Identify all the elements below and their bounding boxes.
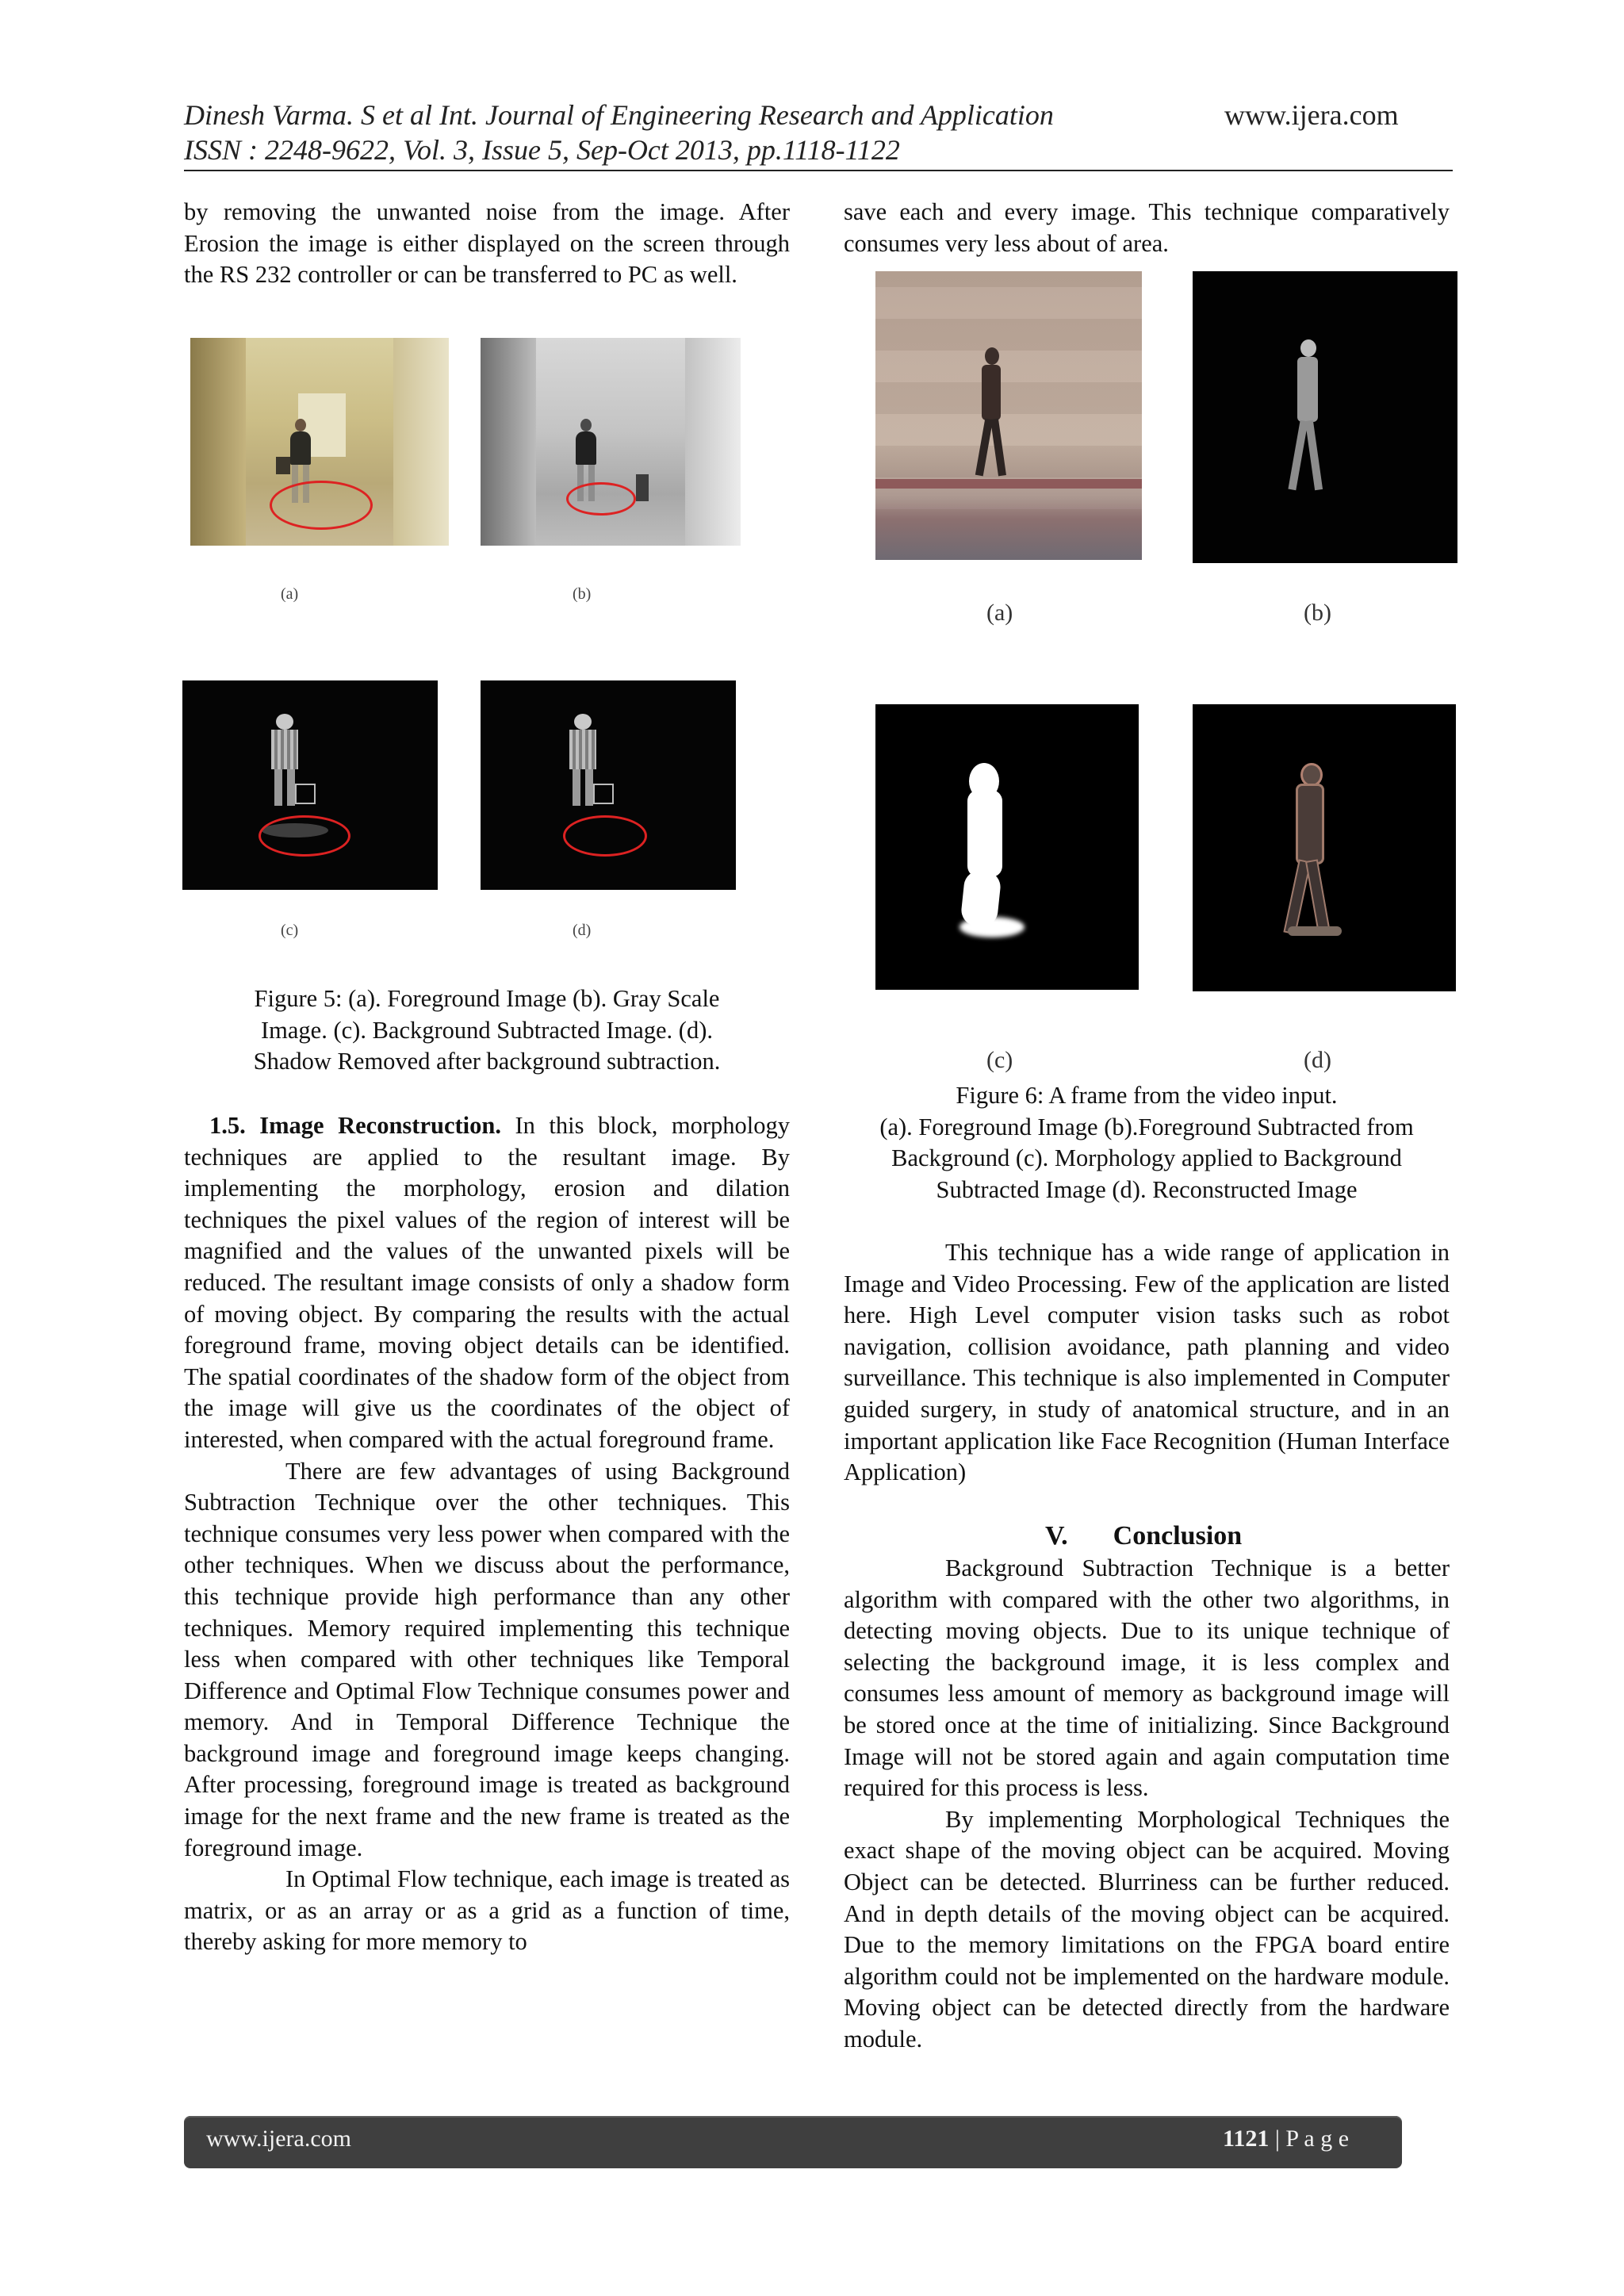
- figure-6d-reconstructed-image: [1193, 704, 1456, 991]
- figure-5d-shadow-removed-image: [481, 680, 736, 890]
- right-body-conclusion: [844, 1553, 1450, 2056]
- figure-6b-label: (b): [1304, 600, 1331, 626]
- conclusion-number: V.: [1045, 1521, 1068, 1550]
- applications-paragraph: This technique has a wide range of application in Image and Video Processing. Few of the application are listed here. High Level computer vision tasks such as robot navigation, collision avoidance, path planning and video surveillance. This technique is also implemented in Computer guided surgery, in study of anatomical structure, and in an important application like Face Recognition (Human Interface Application): [844, 1239, 1450, 1486]
- caption-line: Background (c). Morphology applied to Background: [891, 1144, 1402, 1172]
- figure-5d-label: (d): [573, 922, 592, 939]
- left-body-text: [184, 1110, 790, 1958]
- figure-6d-label: (d): [1304, 1047, 1331, 1073]
- running-header-issn: ISSN : 2248-9622, Vol. 3, Issue 5, Sep-Oct 2013, pp.1118-1122: [184, 134, 900, 166]
- running-header-journal: Dinesh Varma. S et al Int. Journal of Engineering Research and Application: [184, 99, 1054, 131]
- optimal-flow-paragraph: In Optimal Flow technique, each image is treated as matrix, or as an array or as a grid as a function of time, thereby asking for more memory to: [184, 1865, 790, 1956]
- conclusion-paragraph-2: By implementing Morphological Techniques the exact shape of the moving object can be acquired. Moving Object can be detected. Blurriness can be further reduced. And in depth details of the moving object can be acquired. Due to the memory limitations on the FPGA board entire algorithm could not be implemented on the hardware module. Moving object can be detected directly from the hardware module.: [844, 1805, 1450, 2053]
- figure-6a-foreground-image: [875, 271, 1142, 560]
- caption-line: Subtracted Image (d). Reconstructed Image: [936, 1175, 1358, 1203]
- section-title: Image Reconstruction.: [259, 1112, 501, 1139]
- running-header-url: www.ijera.com: [1224, 99, 1399, 131]
- page-number: 1121: [1223, 2125, 1270, 2152]
- figure-6a-label: (a): [986, 600, 1013, 626]
- figure-6-caption: [844, 1080, 1450, 1205]
- page-suffix: | P a g e: [1269, 2125, 1350, 2152]
- figure-5c-background-subtracted-image: [182, 680, 438, 890]
- figure-6c-morphology-image: [875, 704, 1139, 990]
- figure-5c-label: (c): [281, 922, 299, 939]
- figure-5a-foreground-image: [190, 338, 449, 546]
- advantages-paragraph: There are few advantages of using Background Subtraction Technique over the other techniques. This technique consumes very less power when compared with the other techniques. When we discuss about the performance, this technique provide high performance than any other techniques. Memory required implementing this technique less when compared with other techniques like Temporal Difference and Optimal Flow Technique consumes power and memory. And in Temporal Difference Technique the background image and foreground image keeps changing. After processing, foreground image is treated as background image for the next frame and the new frame is treated as the foreground image.: [184, 1457, 790, 1861]
- conclusion-title: Conclusion: [1113, 1521, 1243, 1550]
- figure-5b-gray-scale-image: [481, 338, 741, 546]
- footer-page: [1223, 2125, 1349, 2152]
- figure-5a-label: (a): [281, 585, 299, 603]
- conclusion-heading: [1045, 1521, 1242, 1551]
- header-rule: [184, 170, 1453, 171]
- caption-line: Figure 6: A frame from the video input.: [956, 1082, 1338, 1109]
- caption-line: Figure 5: (a). Foreground Image (b). Gray Scale: [254, 985, 720, 1012]
- figure-5-caption: [184, 983, 790, 1078]
- left-paragraph-intro: [184, 197, 790, 291]
- caption-line: Shadow Removed after background subtraction.: [253, 1048, 721, 1075]
- figure-5b-label: (b): [573, 585, 592, 603]
- caption-line: Image. (c). Background Subtracted Image. (d).: [261, 1016, 713, 1044]
- section-number: 1.5.: [209, 1112, 246, 1139]
- figure-6b-foreground-subtracted-image: [1193, 271, 1457, 563]
- right-paragraph-intro: [844, 197, 1450, 259]
- paragraph-text: save each and every image. This technique comparatively consumes very less about of area.: [844, 198, 1450, 257]
- paragraph-text: by removing the unwanted noise from the image. After Erosion the image is either displayed on the screen through the RS 232 controller or can be transferred to PC as well.: [184, 198, 790, 289]
- right-body-applications: [844, 1237, 1450, 1489]
- page-footer: [184, 2116, 1402, 2168]
- section-1-5-paragraph: [184, 1110, 790, 1456]
- figure-6c-label: (c): [986, 1047, 1013, 1073]
- section-text: In this block, morphology techniques are applied to the resultant image. By implementing the morphology, erosion and dilation techniques the pixel values of the region of interest will be magnified and the values of the unwanted pixels will be reduced. The resultant image consists of only a shadow form of moving object. By comparing the results with the actual foreground frame, moving object details can be identified. The spatial coordinates of the shadow form of the object from the image will give us the coordinates of the object of interested, when compared with the actual foreground frame.: [184, 1112, 791, 1453]
- caption-line: (a). Foreground Image (b).Foreground Subtracted from: [879, 1113, 1414, 1140]
- conclusion-paragraph-1: Background Subtraction Technique is a better algorithm with compared with the other two algorithms, in detecting moving objects. Due to its unique technique of selecting the background image, it is less complex and consumes less amount of memory as background image will be stored once at the time of initializing. Since Background Image will not be stored again and again computation time required for this process is less.: [844, 1554, 1450, 1802]
- footer-url: www.ijera.com: [206, 2125, 351, 2152]
